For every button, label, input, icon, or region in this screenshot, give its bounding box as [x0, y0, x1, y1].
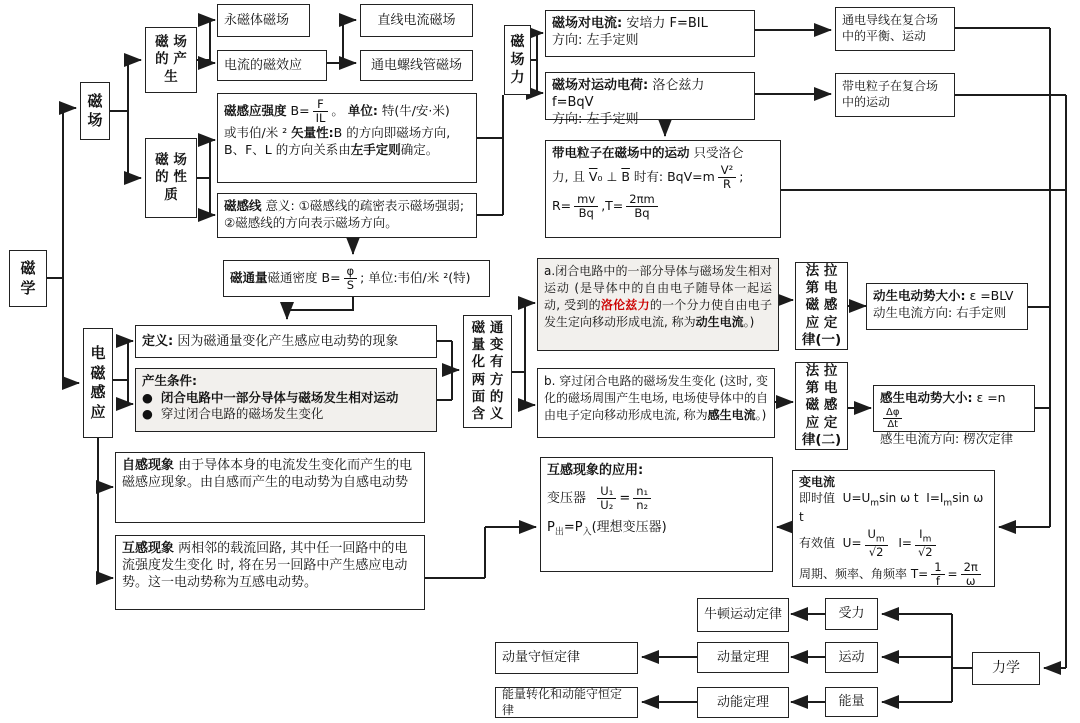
- fraction-mv-Bq: $\frac{mv}{Bq}$: [574, 193, 598, 220]
- node-permanent-magnet-field: 永磁体磁场: [217, 4, 310, 37]
- node-particle-in-composite-field: 带电粒子在复合场中的运动: [835, 73, 955, 117]
- fraction-phi-S: $\frac{\varphi}{S}$: [344, 265, 358, 292]
- node-electromagnetic-induction: 电 磁 感 应: [83, 328, 113, 438]
- fraction-U1-U2: $\frac{\text{U₁}}{\text{U₂}}$: [597, 485, 616, 512]
- fraction-2pim-Bq: $\frac{2\pi m}{Bq}$: [626, 193, 657, 220]
- node-case-a-motional: a.闭合电路中的一部分导体与磁场发生相对运动 (是导体中的自由电子随导体一起运动, 受到的洛伦兹力的一个分力使自由电子发生定向移动形成电流, 称为动生电流。): [537, 258, 779, 351]
- node-mechanics: 力学: [972, 652, 1040, 685]
- node-self-induction: 自感现象 由于导体本身的电流发生变化而产生的电磁感应现象。由自感而产生的电动势为自感电动势: [115, 452, 425, 523]
- fraction-dphi-dt: $\frac{\Delta\varphi}{\Delta t}$: [883, 407, 902, 431]
- node-field-lines: 磁感线 意义: ①磁感线的疏密表示磁场强弱; ②磁感线的方向表示磁场方向。: [217, 193, 477, 238]
- fraction-2pi-omega: $\frac{2\pi}{\omega}$: [961, 561, 981, 588]
- fraction-Im-sqrt2: $\frac{I_m}{√2}$: [915, 528, 936, 559]
- node-motion: 运动: [825, 642, 878, 673]
- node-wire-in-composite-field: 通电导线在复合场中的平衡、运动: [835, 7, 955, 51]
- node-magnetic-force: 磁 场 力: [504, 25, 531, 95]
- fraction-V2-R: $\frac{\text{V²}}{R}$: [718, 164, 736, 191]
- node-energy: 能量: [825, 687, 878, 717]
- node-energy-conservation: 能量转化和动能守恒定律: [495, 687, 638, 718]
- node-lorentz-force: 磁场对运动电荷: 洛仑兹力 f=BqV 方向: 左手定则: [545, 72, 755, 120]
- node-straight-wire-field: 直线电流磁场: [360, 4, 473, 37]
- node-induced-emf: 感生电动势大小: ε =n $\frac{\Delta\varphi}{\Delta t}$ 感生电流方向: 楞次定律: [873, 385, 1035, 432]
- node-faraday-law-1: 法 拉 第 电 磁 感 应 定 律(一): [795, 262, 848, 350]
- fraction-Um-sqrt2: $\frac{U_m}{√2}$: [865, 528, 888, 559]
- node-kinetic-energy-theorem: 动能定理: [697, 687, 789, 718]
- node-alternating-current: 变电流 即时值 $U=U_m\sin$ ω t $I=I_m\sin$ ω t 有效值 U= $\frac{U_m}{√2}$ I= $\frac{I_m}{√2}$ 周期、频率、角频率 T= $\frac{1}{f}$ = $\frac{2\pi}{\omega}$: [792, 470, 995, 587]
- node-emi-definition: 定义: 因为磁通量变化产生感应电动势的现象: [135, 325, 437, 358]
- node-magnetism-root: 磁 学: [9, 250, 47, 307]
- node-current-magnetic-effect: 电流的磁效应: [217, 50, 327, 81]
- node-magnetic-field: 磁 场: [80, 82, 110, 140]
- fraction-1-f: $\frac{1}{f}$: [931, 561, 944, 588]
- node-force: 受力: [825, 598, 878, 630]
- node-momentum-theorem: 动量定理: [697, 642, 789, 673]
- node-magnetic-flux: 磁通量 磁通密度 B= $\frac{\varphi}{S}$ ; 单位:韦伯/米 ²(特): [223, 260, 490, 297]
- node-motional-emf: 动生电动势大小: ε =BLV 动生电流方向: 右手定则: [866, 283, 1028, 330]
- node-case-b-induced: b. 穿过闭合电路的磁场发生变化 (这时, 变化的磁场周围产生电场, 电场使导体中的自由电子定向移动形成电流, 称为感生电流。): [537, 368, 775, 438]
- node-flux-change-meanings: 磁 通 量 变 化 有 两 方 面 的 含 义: [463, 315, 512, 428]
- node-emi-conditions: 产生条件: ● 闭合电路中一部分导体与磁场发生相对运动 ● 穿过闭合电路的磁场发生变化: [135, 368, 437, 432]
- node-momentum-conservation: 动量守恒定律: [495, 642, 638, 674]
- node-flux-density: 磁感应强度 B= $\frac{F}{IL}$ 。 单位: 特(牛/安·米) 或韦伯/米 ² 矢量性:B 的方向即磁场方向, B、F、L 的方向关系由左手定则确定。: [217, 93, 477, 183]
- node-faraday-law-2: 法 拉 第 电 磁 感 应 定 律(二): [795, 362, 848, 450]
- node-newton-laws: 牛顿运动定律: [697, 598, 789, 632]
- fraction-F-IL: $\frac{F}{IL}$: [313, 98, 329, 125]
- node-field-properties: 磁 场 的 性 质: [145, 138, 197, 218]
- node-solenoid-field: 通电螺线管磁场: [360, 50, 473, 81]
- node-field-generation: 磁 场 的 产 生: [145, 27, 197, 93]
- node-ampere-force: 磁场对电流: 安培力 F=BIL 方向: 左手定则: [545, 10, 755, 57]
- node-particle-motion: 带电粒子在磁场中的运动 只受洛仑 力, 且 $\overline{V}_0$ ⊥ $\overline{B}$ 时有: BqV=m $\frac{\text{V²}}{R}$ ; R= $\frac{mv}{Bq}$ ,T= $\frac{2\pi m}{Bq}$: [545, 140, 781, 238]
- node-mutual-induction-application: 互感现象的应用: 变压器 $\frac{\text{U₁}}{\text{U₂}}$ = $\frac{\text{n₁}}{\text{n₂}}$ $P_出=P_入$(理想变压器): [540, 457, 773, 572]
- fraction-n1-n2: $\frac{\text{n₁}}{\text{n₂}}$: [633, 485, 651, 512]
- node-mutual-induction: 互感现象 两相邻的载流回路, 其中任一回路中的电流强度发生变化 时, 将在另一回路中产生感应电动势。这一电动势称为互感电动势。: [115, 535, 425, 610]
